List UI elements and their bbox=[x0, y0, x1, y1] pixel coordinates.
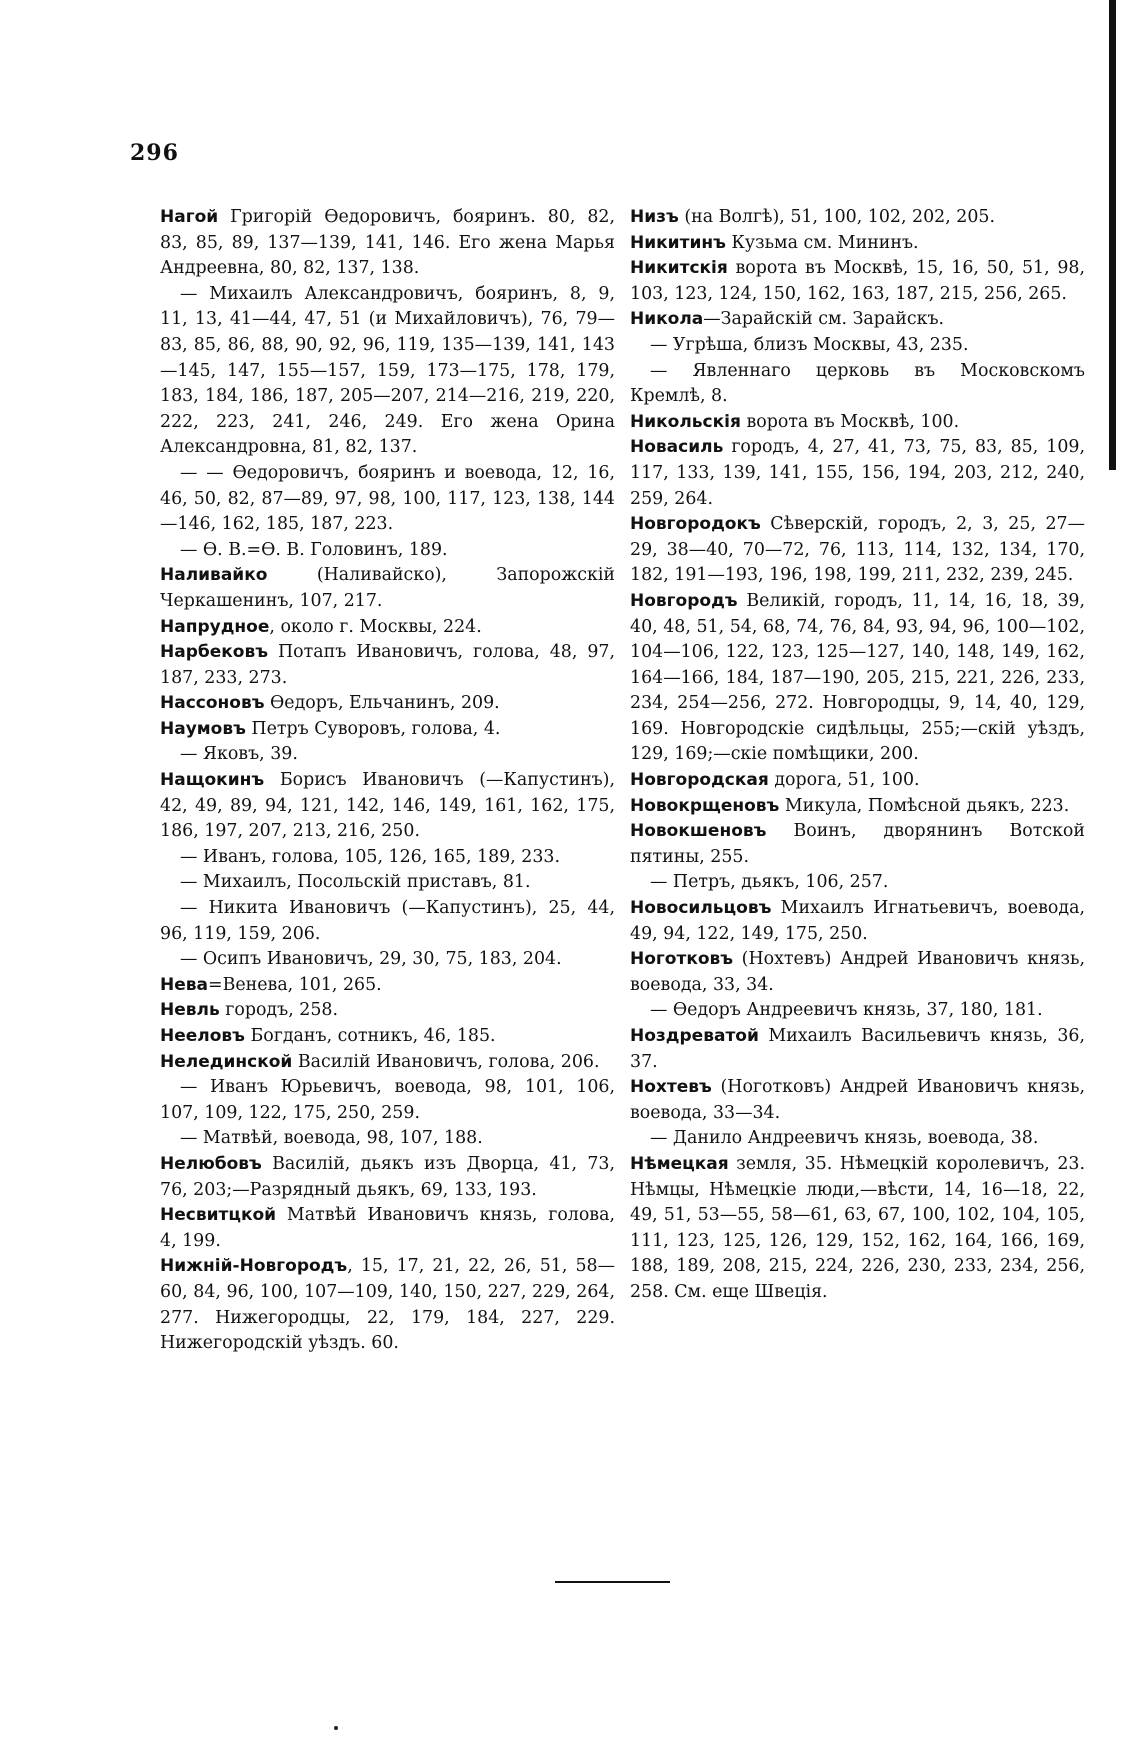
index-entry bbox=[630, 768, 1085, 794]
entry-headword: Нѣмецкая bbox=[630, 1153, 729, 1174]
entry-text: — Матвѣй, воевода, 98, 107, 188. bbox=[180, 1128, 483, 1149]
entry-headword: Новгородокъ bbox=[630, 514, 761, 535]
index-entry bbox=[160, 461, 615, 538]
entry-text: городъ, 4, 27, 41, 73, 75, 83, 85, 109, 117, 133, 139, 141, 155, 156, 194, 203, 212, 240, 259, 264. bbox=[630, 437, 1085, 509]
entry-text: Воинъ, дворянинъ Вотской пятины, 255. bbox=[630, 821, 1085, 867]
entry-text: — — Өедоровичъ, бояринъ и воевода, 12, 16, 46, 50, 82, 87—89, 97, 98, 100, 117, 123, 138, 144—146, 162, 185, 187, 223. bbox=[160, 462, 615, 535]
entry-text: Великій, городъ, 11, 14, 16, 18, 39, 40, 48, 51, 54, 68, 74, 76, 84, 93, 94, 96, 100—102, 104—106, 122, 123, 125—127, 140, 148, 149, 162, 164—166, 184, 187—190, 205, 215, 221, 226, 233, 234, 254—256, 272. Новгородцы, 9, 14, 40, 129, 169. Новгородскіе сидѣльцы, 255;—скій уѣздъ, 129, 169;—скіе помѣщики, 200. bbox=[630, 590, 1085, 765]
entry-text: Кузьма см. Мининъ. bbox=[725, 232, 919, 253]
index-entry bbox=[630, 794, 1085, 820]
index-entry bbox=[630, 589, 1085, 768]
index-entry bbox=[160, 1126, 615, 1152]
index-entry bbox=[160, 998, 615, 1024]
index-entry bbox=[160, 1203, 615, 1254]
entry-headword: Новокшеновъ bbox=[630, 821, 767, 842]
index-entry bbox=[160, 973, 615, 999]
entry-headword: Нелединской bbox=[160, 1051, 293, 1072]
entry-headword: Никитинъ bbox=[630, 232, 726, 253]
entry-headword: Новгородская bbox=[630, 770, 769, 791]
entry-text: Василій Ивановичъ, голова, 206. bbox=[292, 1051, 600, 1072]
entry-text: (Наливайско), Запорожскій Черкашенинъ, 107, 217. bbox=[160, 565, 615, 611]
entry-text: (на Волгѣ), 51, 100, 102, 202, 205. bbox=[678, 207, 995, 227]
entry-headword: Никитскія bbox=[630, 258, 728, 279]
index-entry bbox=[630, 998, 1085, 1024]
index-entry bbox=[160, 640, 615, 691]
entry-text: Сѣверскій, городъ, 2, 3, 25, 27—29, 38—40, 70—72, 76, 113, 114, 132, 134, 170, 182, 191—193, 196, 198, 199, 211, 232, 239, 245. bbox=[630, 514, 1085, 586]
index-entry bbox=[630, 1075, 1085, 1126]
entry-headword: Никола bbox=[630, 309, 704, 330]
entry-text: — Яковъ, 39. bbox=[180, 744, 298, 765]
entry-text: — Данило Андреевичъ князь, воевода, 38. bbox=[650, 1128, 1039, 1149]
entry-headword: Несвитцкой bbox=[160, 1205, 277, 1226]
entry-headword: Нарбековъ bbox=[160, 642, 269, 663]
entry-text: Григорій Өедоровичъ, бояринъ. 80, 82, 83, 85, 89, 137—139, 141, 146. Его жена Марья Андреевна, 80, 82, 137, 138. bbox=[160, 207, 615, 279]
index-entry bbox=[630, 256, 1085, 307]
entry-text: — Иванъ Юрьевичъ, воевода, 98, 101, 106, 107, 109, 122, 175, 250, 259. bbox=[160, 1077, 615, 1123]
left-column bbox=[160, 205, 615, 1357]
entry-text: земля, 35. Нѣмецкій королевичъ, 23. Нѣмцы, Нѣмецкіе люди,—вѣсти, 14, 16—18, 22, 49, 51, 53—55, 58—61, 63, 67, 100, 102, 104, 105, 111, 123, 125, 126, 129, 152, 162, 164, 166, 169, 188, 189, 208, 215, 224, 226, 230, 233, 234, 256, 258. См. еще Швеція. bbox=[630, 1153, 1085, 1302]
page-number: 296 bbox=[130, 140, 179, 166]
entry-text: =Венева, 101, 265. bbox=[208, 974, 382, 995]
entry-headword: Ноготковъ bbox=[630, 949, 734, 970]
index-entry bbox=[160, 691, 615, 717]
index-entry bbox=[160, 845, 615, 871]
entry-text: Матвѣй Ивановичъ князь, голова, 4, 199. bbox=[160, 1205, 615, 1251]
index-entry bbox=[630, 896, 1085, 947]
index-entry bbox=[630, 435, 1085, 512]
index-entry bbox=[630, 307, 1085, 333]
entry-text: — Никита Ивановичъ (—Капустинъ), 25, 44, 96, 119, 159, 206. bbox=[160, 898, 615, 944]
index-entry bbox=[160, 615, 615, 641]
entry-text: — Осипъ Ивановичъ, 29, 30, 75, 183, 204. bbox=[180, 949, 562, 970]
entry-text: Микула, Помѣсной дьякъ, 223. bbox=[779, 795, 1070, 816]
index-entry bbox=[160, 947, 615, 973]
index-entry bbox=[630, 205, 1085, 231]
index-entry bbox=[630, 1024, 1085, 1075]
entry-text: Богданъ, сотникъ, 46, 185. bbox=[244, 1026, 496, 1046]
entry-text: ворота въ Москвѣ, 15, 16, 50, 51, 98, 103, 123, 124, 150, 162, 163, 187, 215, 256, 265. bbox=[630, 258, 1085, 304]
index-entry bbox=[160, 1075, 615, 1126]
index-entry bbox=[630, 410, 1085, 436]
index-entry bbox=[630, 512, 1085, 589]
index-entry bbox=[630, 870, 1085, 896]
index-entry bbox=[630, 359, 1085, 410]
entry-headword: Нохтевъ bbox=[630, 1077, 712, 1098]
entry-headword: Нассоновъ bbox=[160, 693, 265, 714]
entry-headword: Новасиль bbox=[630, 437, 724, 458]
entry-headword: Нащокинъ bbox=[160, 770, 265, 791]
entry-headword: Ноздреватой bbox=[630, 1026, 759, 1046]
index-entry bbox=[160, 717, 615, 743]
entry-text: — Угрѣша, близъ Москвы, 43, 235. bbox=[650, 334, 969, 355]
entry-headword: Наумовъ bbox=[160, 718, 246, 739]
entry-text: —Зарайскій см. Зарайскъ. bbox=[703, 309, 945, 330]
index-entry bbox=[630, 947, 1085, 998]
index-entry bbox=[160, 1254, 615, 1356]
entry-text: — Михаилъ Александровичъ, бояринъ, 8, 9, 11, 13, 41—44, 47, 51 (и Михайловичъ), 76, 79—83, 85, 86, 88, 90, 92, 96, 119, 135—139, 141, 143—145, 147, 155—157, 159, 173—175, 178, 179, 183, 184, 186, 187, 205—207, 214—216, 219, 220, 222, 223, 241, 246, 249. Его жена Орина Александровна, 81, 82, 137. bbox=[160, 283, 615, 458]
entry-text: (Ноготковъ) Андрей Ивановичъ князь, воевода, 33—34. bbox=[630, 1077, 1085, 1123]
entry-text: городъ, 258. bbox=[219, 1000, 338, 1021]
entry-text: — Михаилъ, Посольскій приставъ, 81. bbox=[180, 872, 531, 893]
index-entry bbox=[160, 1050, 615, 1076]
index-entry bbox=[630, 819, 1085, 870]
index-entry bbox=[160, 1152, 615, 1203]
entry-text: — Иванъ, голова, 105, 126, 165, 189, 233. bbox=[180, 846, 560, 867]
entry-text: Михаилъ Васильевичъ князь, 36, 37. bbox=[630, 1026, 1085, 1072]
print-speck bbox=[334, 1726, 338, 1730]
entry-headword: Новгородъ bbox=[630, 590, 738, 611]
right-column bbox=[630, 205, 1085, 1306]
entry-text: Борисъ Ивановичъ (—Капустинъ), 42, 49, 89, 94, 121, 142, 146, 149, 161, 162, 175, 186, 197, 207, 213, 216, 250. bbox=[160, 770, 615, 842]
index-entry bbox=[160, 563, 615, 614]
index-entry bbox=[630, 1152, 1085, 1306]
entry-headword: Нева bbox=[160, 974, 208, 995]
entry-text: Өедоръ, Ельчанинъ, 209. bbox=[264, 693, 500, 714]
index-entry bbox=[160, 742, 615, 768]
index-entry bbox=[630, 1126, 1085, 1152]
entry-text: дорога, 51, 100. bbox=[768, 770, 920, 791]
entry-text: ворота въ Москвѣ, 100. bbox=[740, 411, 960, 432]
index-entry bbox=[160, 1024, 615, 1050]
entry-headword: Низъ bbox=[630, 207, 679, 227]
entry-text: — Петръ, дьякъ, 106, 257. bbox=[650, 872, 889, 893]
index-entry bbox=[160, 538, 615, 564]
entry-headword: Никольскія bbox=[630, 411, 741, 432]
entry-text: — Ө. В.=Ө. В. Головинъ, 189. bbox=[180, 539, 448, 560]
entry-text: Потапъ Ивановичъ, голова, 48, 97, 187, 233, 273. bbox=[160, 642, 615, 688]
entry-headword: Новосильцовъ bbox=[630, 898, 772, 919]
entry-text: (Нохтевъ) Андрей Ивановичъ князь, воевода, 33, 34. bbox=[630, 949, 1085, 995]
entry-headword: Нелюбовъ bbox=[160, 1153, 262, 1174]
index-entry bbox=[630, 231, 1085, 257]
entry-text: Василій, дьякъ изъ Дворца, 41, 73, 76, 203;—Разрядный дьякъ, 69, 133, 193. bbox=[160, 1153, 615, 1200]
entry-headword: Новокрщеновъ bbox=[630, 795, 780, 816]
entry-text: Михаилъ Игнатьевичъ, воевода, 49, 94, 122, 149, 175, 250. bbox=[630, 898, 1085, 944]
scan-edge-bar bbox=[1109, 0, 1116, 470]
entry-text: , 15, 17, 21, 22, 26, 51, 58—60, 84, 96, 100, 107—109, 140, 150, 227, 229, 264, 277. Нижегородцы, 22, 179, 184, 227, 229. Нижегородскій уѣздъ. 60. bbox=[160, 1256, 615, 1354]
entry-headword: Нижній-Новгородъ bbox=[160, 1256, 348, 1277]
entry-text: — Өедоръ Андреевичъ князь, 37, 180, 181. bbox=[650, 1000, 1043, 1021]
entry-headword: Напрудное bbox=[160, 616, 270, 637]
index-entry bbox=[630, 333, 1085, 359]
entry-headword: Невль bbox=[160, 1000, 220, 1021]
entry-headword: Нагой bbox=[160, 207, 219, 227]
index-entry bbox=[160, 896, 615, 947]
index-entry bbox=[160, 282, 615, 461]
section-divider bbox=[555, 1581, 670, 1583]
entry-text: , около г. Москвы, 224. bbox=[269, 616, 482, 637]
index-entry bbox=[160, 205, 615, 282]
entry-headword: Наливайко bbox=[160, 565, 268, 586]
entry-headword: Нееловъ bbox=[160, 1026, 245, 1046]
entry-text: — Явленнаго церковь въ Московскомъ Кремлѣ, 8. bbox=[630, 360, 1085, 407]
index-entry bbox=[160, 768, 615, 845]
index-entry bbox=[160, 870, 615, 896]
entry-text: Петръ Суворовъ, голова, 4. bbox=[245, 718, 501, 739]
